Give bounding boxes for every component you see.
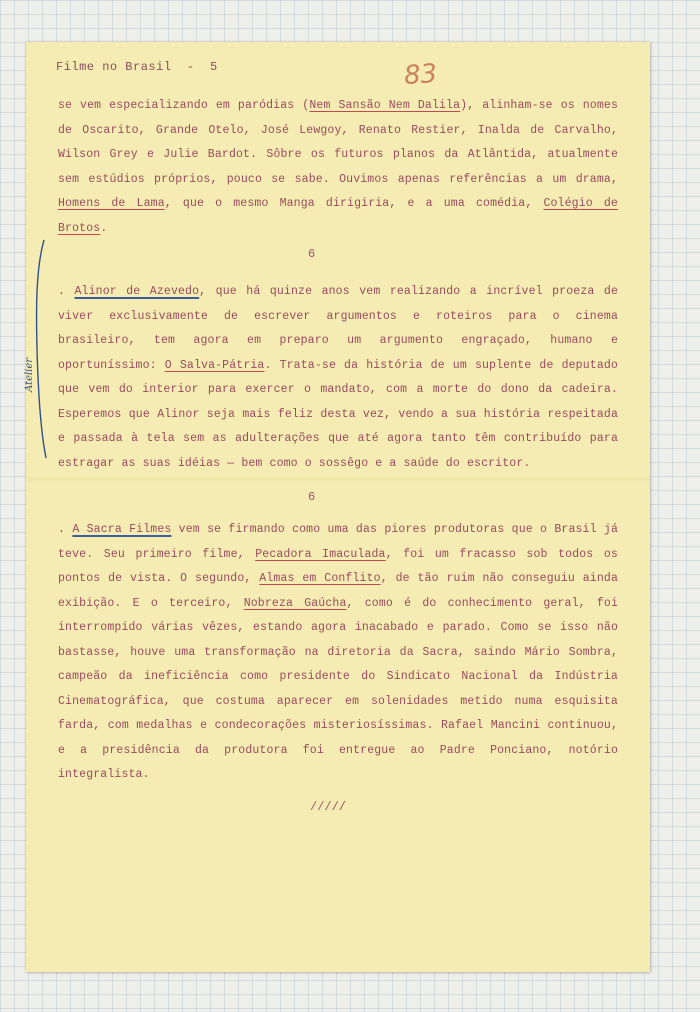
film-title: Nobreza Gaúcha <box>243 596 347 610</box>
end-mark: ///// <box>310 800 347 814</box>
film-title: Pecadora Imaculada <box>255 547 386 561</box>
film-title: Almas em Conflito <box>259 572 381 585</box>
paragraph-atlantida: se vem especializando em paródias (Nem Sansão Nem Dalila), alinham-se os nomes de Oscarito, Grande Otelo, José Lewgoy, Renato Restier, Inalda de Carvalho, Wilson Grey e Julie Bardot. Sôbre os futuros planos da Atlântida, atualmente sem estúdios próprios, pouco se sabe. Ouvimos apenas referências a um drama, Homens de Lama, que o mesmo Manga dirigiria, e a uma comédia, Colégio de Brotos. <box>58 99 619 235</box>
page-fold <box>26 477 650 485</box>
handwritten-margin-note: Atelier <box>24 357 35 392</box>
section-separator: 6 <box>308 247 316 261</box>
film-title: O Salva-Pátria <box>164 358 265 372</box>
company-name: A Sacra Filmes <box>72 523 172 536</box>
margin-bracket-mark <box>28 238 48 460</box>
section-separator: 6 <box>308 490 316 504</box>
typewritten-page <box>26 42 650 972</box>
handwritten-page-number: 83 <box>402 58 439 92</box>
page-header: Filme no Brasil - 5 <box>56 60 218 74</box>
film-title: Colégio de Brotos <box>58 197 618 235</box>
paragraph-sacra: . A Sacra Filmes vem se firmando como uma das piores produtoras que o Brasil já teve. Seu primeiro filme, Pecadora Imaculada, foi um fracasso sob todos os pontos de vista. O segundo, Almas em Conflito, de tão ruim não conseguiu ainda exibição. E o terceiro, Nobreza Gaúcha, como é do conhecimento geral, foi interrompido várias vêzes, estando agora inacabado e parado. Como se isso não bastasse, houve uma transformação na diretoria da Sacra, saindo Mário Sombra, campeão da ineficiência como presidente do Sindicato Nacional da Indústria Cinematográfica, que costuma aparecer em solenidades metido numa esquisita farda, com medalhas e condecorações misteriosíssimas. Rafael Mancini continuou, e a presidência da produtora foi entregue ao Padre Ponciano, notório integralista. <box>58 523 619 781</box>
paragraph-alinor: . Alinor de Azevedo, que há quinze anos vem realizando a incrível proeza de viver exclusivamente de escrever argumentos e roteiros para o cinema brasileiro, tem agora em preparo um argumento engraçado, humano e oportuníssimo: O Salva-Pátria. Trata-se da história de um suplente de deputado que vem do interior para exercer o mandato, com a morte do dono da cadeira. Esperemos que Alinor seja mais feliz desta vez, vendo a sua história respeitada e passada à tela sem as adulterações que até agora tanto têm contribuído para estragar as suas idéias — bem como o sossêgo e a saúde do escritor. <box>58 285 618 470</box>
film-title: Homens de Lama <box>58 197 165 210</box>
film-title: Nem Sansão Nem Dalila <box>309 99 461 112</box>
person-name: Alinor de Azevedo <box>74 285 200 298</box>
